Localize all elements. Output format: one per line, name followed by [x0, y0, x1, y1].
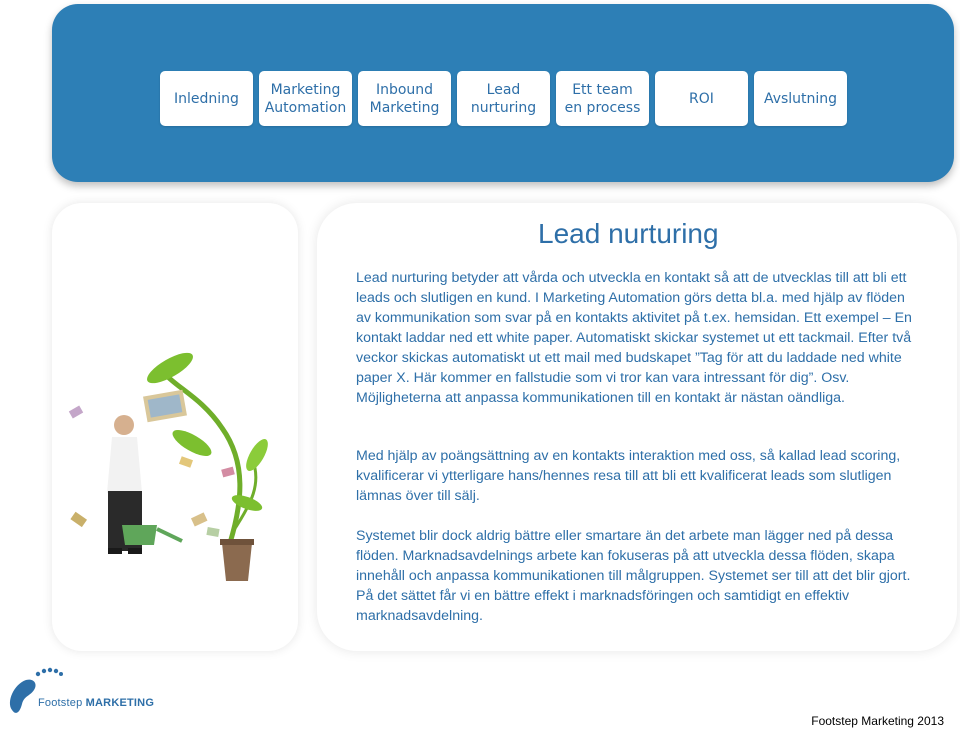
nav-inledning[interactable]: Inledning [160, 71, 253, 126]
nav-inbound-marketing[interactable]: Inbound Marketing [358, 71, 451, 126]
nav-marketing-automation[interactable]: Marketing Automation [259, 71, 352, 126]
logo-text [38, 697, 154, 709]
page-title: Lead nurturing [538, 218, 719, 249]
toe-icon [59, 672, 63, 676]
nav-ett-team[interactable]: Ett team en process [556, 71, 649, 126]
copyright-text: Footstep Marketing 2013 [811, 714, 944, 728]
toe-icon [36, 672, 40, 676]
toe-icon [48, 668, 52, 672]
logo-suffix: MARKETING [85, 697, 155, 709]
paragraph-intro: Lead nurturing betyder att vårda och utveckla en kontakt så att de utvecklas till att bli ett leads och slutligen en kund. I Marketing Automation görs detta bl.a. med hjälp av flöden av kommunikation som svar på en kontakts aktivitet på t.ex. hemsidan. Ett exempel – En kontakt laddar ned ett white paper. Automatiskt skickar systemet ut ett tackmail. Efter två veckor skickas automatiskt ut ett mail med budskapet ”Tag för att du laddade ned white paper X. Här kommer en fallstudie som vi tror kan vara intressant för dig”. Osv. Möjligheterna att anpassa kommunikationen till en kontakt är nästan oändliga. [356, 270, 912, 406]
logo-brand: Footstep [38, 697, 83, 709]
nav-lead-nurturing[interactable]: Lead nurturing [457, 71, 550, 126]
nav-roi[interactable]: ROI [655, 71, 748, 126]
illustration-card [52, 203, 298, 651]
toe-icon [54, 669, 58, 673]
paragraph-lead-scoring: Med hjälp av poängsättning av en kontakts interaktion med oss, så kallad lead scoring, kvalificerar vi ytterligare hans/hennes resa till att bli ett kvalificerat leads som slutligen lämnas över till sälj. [356, 448, 901, 504]
nav-avslutning[interactable]: Avslutning [754, 71, 847, 126]
watering-money-plant-illustration [52, 203, 298, 651]
main-navigation [160, 71, 847, 126]
footstep-logo [4, 662, 154, 722]
toe-icon [42, 669, 46, 673]
paragraph-system: Systemet blir dock aldrig bättre eller smartare än det arbete man lägger ned på dessa flöden. Marknadsavdelnings arbete kan fokuseras på att utveckla dessa flöden, skapa innehåll och anpassa kommunikationen till målgruppen. Systemet ser till att det blir gjort. På det sättet får vi en bättre effekt i marknadsföringen och samtidigt en effektiv marknadsavdelning. [356, 528, 911, 624]
